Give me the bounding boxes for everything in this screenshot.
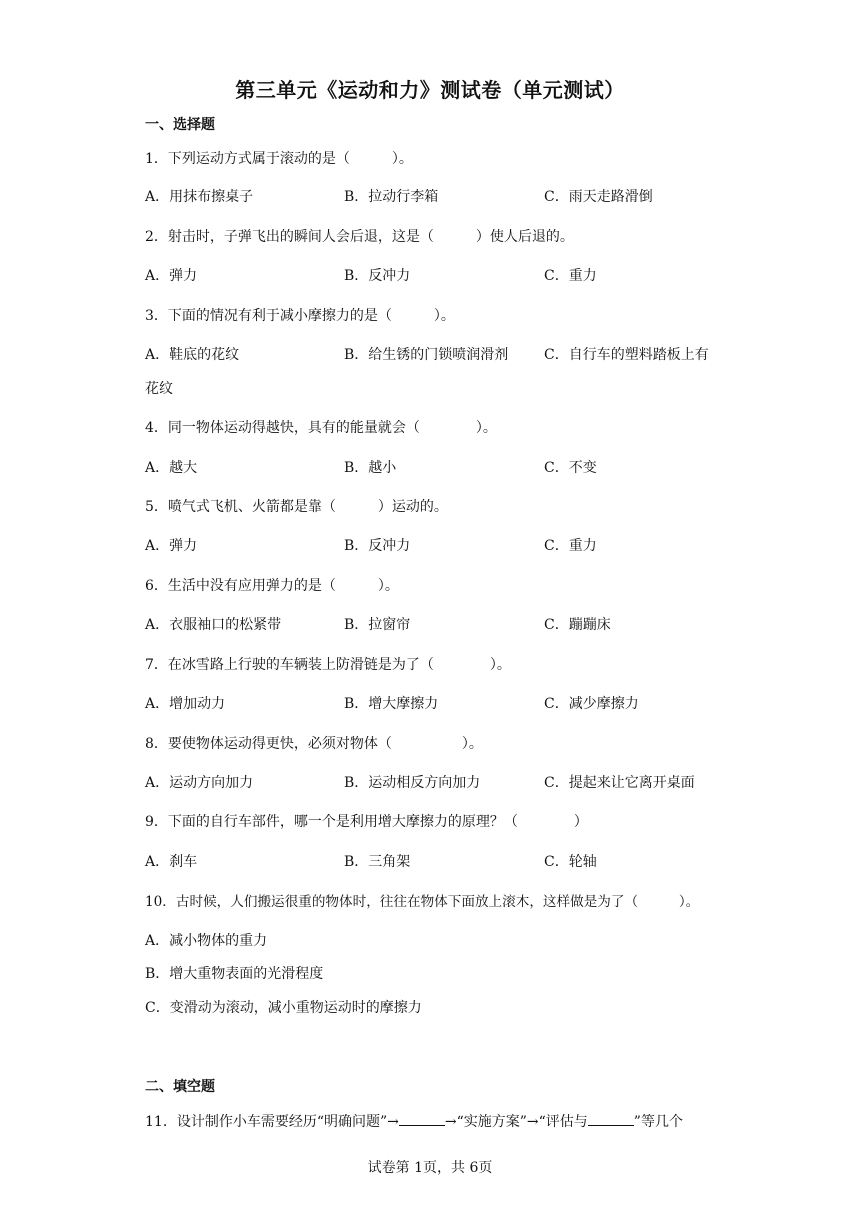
option-a: A．减小物体的重力 [145, 933, 268, 949]
option-a: A．刹车 [145, 854, 198, 870]
option-c: C．轮轴 [544, 854, 597, 870]
option-c: C．重力 [544, 538, 597, 554]
question-stem: 5．喷气式飞机、火箭都是靠（ ）运动的。 [145, 499, 448, 515]
option-c-continued: 花纹 [145, 381, 173, 397]
option-b: B．运动相反方向加力 [344, 775, 481, 791]
answer-blank [588, 1113, 634, 1126]
question-stem [145, 1111, 683, 1131]
question-stem: 10．古时候，人们搬运很重的物体时，往往在物体下面放上滚木，这样做是为了（ ）。 [145, 894, 700, 910]
option-b: B．反冲力 [344, 538, 411, 554]
question-stem: 7．在冰雪路上行驶的车辆装上防滑链是为了（ ）。 [145, 657, 511, 673]
section-heading-choice: 一、选择题 [145, 117, 215, 133]
option-c: C．不变 [544, 460, 597, 476]
option-b: B．拉动行李箱 [344, 189, 439, 205]
question-stem: 4．同一物体运动得越快，具有的能量就会（ ）。 [145, 420, 497, 436]
option-c: C．重力 [544, 268, 597, 284]
question-stem: 2．射击时，子弹飞出的瞬间人会后退，这是（ ）使人后退的。 [145, 229, 574, 245]
option-c: C．减少摩擦力 [544, 696, 639, 712]
option-b: B．反冲力 [344, 268, 411, 284]
option-a: A．衣服袖口的松紧带 [145, 617, 282, 633]
option-b: B．拉窗帘 [344, 617, 411, 633]
option-c: C．提起来让它离开桌面 [544, 775, 695, 791]
section-heading-fill: 二、填空题 [145, 1079, 215, 1095]
option-a: A．运动方向加力 [145, 775, 254, 791]
option-a: A．弹力 [145, 538, 198, 554]
question-stem: 3．下面的情况有利于减小摩擦力的是（ ）。 [145, 308, 455, 324]
question-stem: 8．要使物体运动得更快，必须对物体（ ）。 [145, 736, 483, 752]
answer-blank [399, 1113, 445, 1126]
question-stem: 1．下列运动方式属于滚动的是（ ）。 [145, 151, 413, 167]
option-b: B．增大摩擦力 [344, 696, 439, 712]
question-text-part: ”等几个 [633, 1114, 683, 1130]
option-c: C．变滑动为滚动，减小重物运动时的摩擦力 [145, 1000, 422, 1016]
option-b: B．增大重物表面的光滑程度 [145, 966, 324, 982]
question-text-part: →“实施方案”→“评估与 [444, 1114, 588, 1130]
page-title: 第三单元《运动和力》测试卷（单元测试） [235, 78, 625, 102]
question-stem: 9．下面的自行车部件，哪一个是利用增大摩擦力的原理？（ ） [145, 814, 588, 830]
option-a: A．弹力 [145, 268, 198, 284]
option-a: A．增加动力 [145, 696, 226, 712]
question-stem: 6．生活中没有应用弹力的是（ ）。 [145, 578, 399, 594]
option-b: B．给生锈的门锁喷润滑剂 [344, 347, 509, 363]
option-a: A．鞋底的花纹 [145, 347, 240, 363]
option-b: B．三角架 [344, 854, 411, 870]
option-b: B．越小 [344, 460, 397, 476]
option-c: C．雨天走路滑倒 [544, 189, 653, 205]
option-c: C．蹦蹦床 [544, 617, 611, 633]
option-a: A．用抹布擦桌子 [145, 189, 254, 205]
option-c: C．自行车的塑料踏板上有 [544, 347, 709, 363]
option-a: A．越大 [145, 460, 198, 476]
question-text-part: 11．设计制作小车需要经历“明确问题”→ [145, 1114, 399, 1130]
page-footer: 试卷第 1页，共 6页 [367, 1160, 493, 1176]
